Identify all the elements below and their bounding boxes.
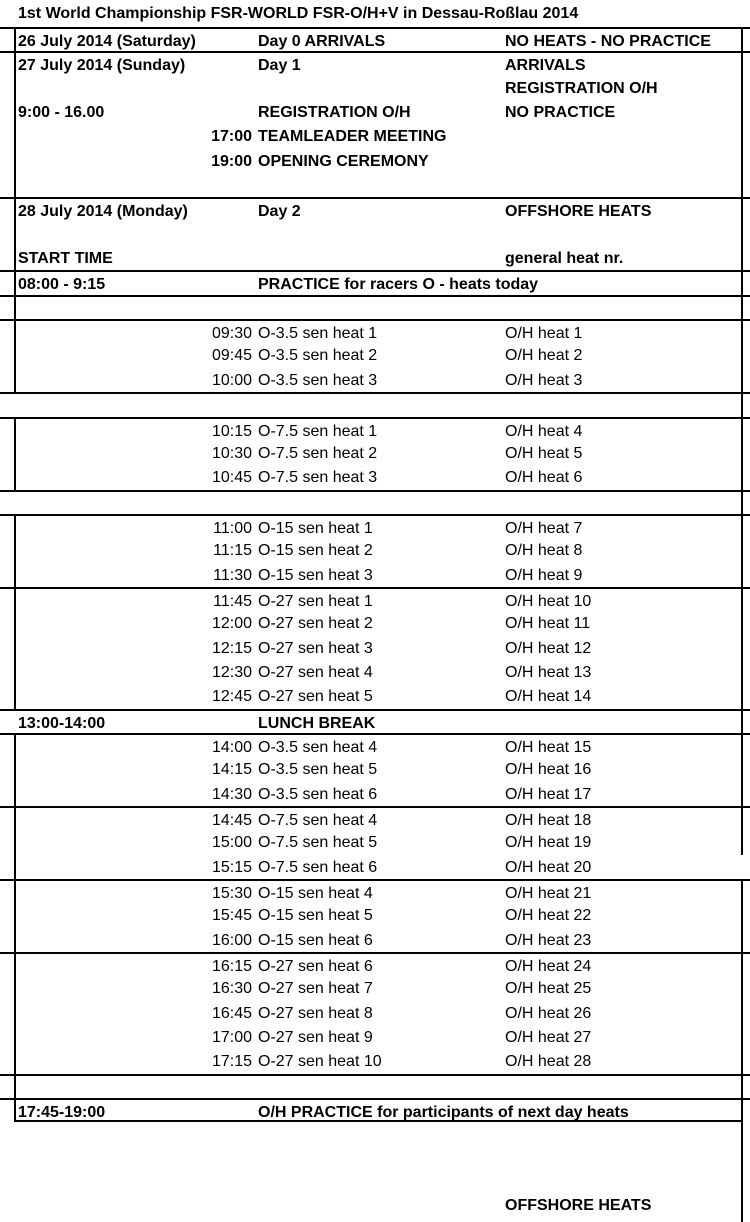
row-time: 10:45 xyxy=(211,469,252,487)
schedule-row xyxy=(0,270,750,294)
schedule-row xyxy=(0,709,750,733)
schedule-row xyxy=(0,684,750,708)
row-event: O-27 sen heat 2 xyxy=(258,615,373,633)
schedule-row xyxy=(0,879,750,903)
table-bottom-rule xyxy=(14,1120,743,1122)
schedule-row xyxy=(0,782,750,806)
schedule-row xyxy=(0,76,750,100)
schedule-row xyxy=(0,173,750,197)
schedule-row xyxy=(0,490,750,514)
row-note: O/H heat 24 xyxy=(505,958,592,976)
row-note: NO HEATS - NO PRACTICE xyxy=(505,33,711,50)
row-note: O/H heat 28 xyxy=(505,1053,592,1071)
row-event: Day 0 ARRIVALS xyxy=(258,33,386,50)
row-time: 15:30 xyxy=(211,885,252,903)
row-note: O/H heat 1 xyxy=(505,325,583,343)
schedule-row xyxy=(0,563,750,587)
schedule-row xyxy=(0,757,750,781)
row-event: REGISTRATION O/H xyxy=(258,104,411,122)
row-time: 14:15 xyxy=(211,761,252,779)
schedule-row xyxy=(0,51,750,75)
row-event: O-27 sen heat 8 xyxy=(258,1004,373,1022)
row-note: O/H heat 17 xyxy=(505,785,592,803)
row-event: O-7.5 sen heat 2 xyxy=(258,444,378,462)
row-note: O/H heat 18 xyxy=(505,812,592,829)
row-event: O-15 sen heat 6 xyxy=(258,931,373,949)
row-note: O/H heat 22 xyxy=(505,907,592,925)
row-event: PRACTICE for racers O - heats today xyxy=(258,276,539,294)
row-note: O/H heat 14 xyxy=(505,688,592,706)
row-note: O/H heat 19 xyxy=(505,834,592,852)
row-event: O-7.5 sen heat 5 xyxy=(258,834,378,852)
row-event: O-3.5 sen heat 2 xyxy=(258,347,378,365)
row-note: O/H heat 21 xyxy=(505,885,592,903)
row-note: O/H heat 5 xyxy=(505,444,583,462)
row-note: O/H heat 25 xyxy=(505,980,592,998)
schedule-row xyxy=(0,660,750,684)
row-event: O-15 sen heat 1 xyxy=(258,519,373,537)
row-event: O-7.5 sen heat 6 xyxy=(258,858,378,876)
row-time: 15:00 xyxy=(211,834,252,852)
row-date: 17:45-19:00 xyxy=(18,1104,106,1122)
row-time: 14:45 xyxy=(211,812,252,829)
table-right-rule xyxy=(741,1122,743,1222)
row-event: LUNCH BREAK xyxy=(258,714,376,732)
schedule-row xyxy=(0,636,750,660)
next-section-heading: OFFSHORE HEATS xyxy=(505,1197,652,1214)
schedule-row xyxy=(0,149,750,173)
row-event: O-3.5 sen heat 4 xyxy=(258,738,378,756)
row-time: 14:30 xyxy=(211,785,252,803)
schedule-row xyxy=(0,343,750,367)
row-date: 28 July 2014 (Monday) xyxy=(18,203,188,221)
schedule-row xyxy=(0,928,750,952)
row-event: O-7.5 sen heat 3 xyxy=(258,469,378,487)
row-event: TEAMLEADER MEETING xyxy=(258,128,447,146)
row-note: REGISTRATION O/H xyxy=(505,79,658,97)
row-time: 12:15 xyxy=(211,639,252,657)
schedule-row xyxy=(0,465,750,489)
row-event: O-27 sen heat 10 xyxy=(258,1053,382,1071)
schedule-row xyxy=(0,368,750,392)
row-event: O-7.5 sen heat 4 xyxy=(258,812,378,829)
row-time: 15:15 xyxy=(211,858,252,876)
schedule-row xyxy=(0,903,750,927)
row-note: NO PRACTICE xyxy=(505,104,616,122)
row-note: O/H heat 26 xyxy=(505,1004,592,1022)
row-time: 17:00 xyxy=(211,128,252,146)
schedule-row xyxy=(0,197,750,221)
row-time: 17:00 xyxy=(211,1029,252,1047)
row-time: 09:30 xyxy=(211,325,252,343)
row-time: 11:45 xyxy=(213,592,252,610)
schedule-row xyxy=(0,27,750,51)
row-event: O-3.5 sen heat 6 xyxy=(258,785,378,803)
schedule-row xyxy=(0,441,750,465)
schedule-row xyxy=(0,1049,750,1073)
row-time: 16:30 xyxy=(211,980,252,998)
schedule-row xyxy=(0,392,750,416)
row-date: 27 July 2014 (Sunday) xyxy=(18,57,186,75)
schedule-row xyxy=(0,855,750,879)
row-event: O-27 sen heat 4 xyxy=(258,663,373,681)
row-time: 14:00 xyxy=(211,738,252,756)
row-event: Day 1 xyxy=(258,57,301,75)
row-note: OFFSHORE HEATS xyxy=(505,203,652,221)
row-note: O/H heat 27 xyxy=(505,1029,592,1047)
row-time: 16:45 xyxy=(211,1004,252,1022)
row-event: O-3.5 sen heat 5 xyxy=(258,761,378,779)
row-time: 11:00 xyxy=(213,519,252,537)
row-event: O-27 sen heat 9 xyxy=(258,1029,373,1047)
schedule-row xyxy=(0,417,750,441)
row-time: 12:00 xyxy=(211,615,252,633)
schedule-row xyxy=(0,538,750,562)
row-note: O/H heat 11 xyxy=(505,615,591,633)
row-time: 11:30 xyxy=(213,566,252,584)
row-time: 15:45 xyxy=(211,907,252,925)
row-note: O/H heat 4 xyxy=(505,422,583,440)
row-note: O/H heat 15 xyxy=(505,738,592,756)
row-time: 10:30 xyxy=(211,444,252,462)
row-note: O/H heat 16 xyxy=(505,761,592,779)
schedule-row xyxy=(0,806,750,830)
row-note: O/H heat 6 xyxy=(505,469,583,487)
schedule-row xyxy=(0,1074,750,1098)
schedule-row xyxy=(0,830,750,854)
row-event: O-15 sen heat 3 xyxy=(258,566,373,584)
row-note: O/H heat 12 xyxy=(505,639,592,657)
schedule-row xyxy=(0,1001,750,1025)
row-date: 9:00 - 16.00 xyxy=(18,104,105,122)
schedule-row xyxy=(0,222,750,246)
row-note: O/H heat 23 xyxy=(505,931,592,949)
row-event: Day 2 xyxy=(258,203,301,221)
schedule-row xyxy=(0,952,750,976)
schedule-row xyxy=(0,611,750,635)
schedule-row xyxy=(0,124,750,148)
row-date: 13:00-14:00 xyxy=(18,714,106,732)
row-time: 11:15 xyxy=(213,542,252,560)
row-note: O/H heat 3 xyxy=(505,371,583,389)
row-event: O-27 sen heat 7 xyxy=(258,980,373,998)
row-event: O-7.5 sen heat 1 xyxy=(258,422,378,440)
schedule-row xyxy=(0,319,750,343)
schedule-row xyxy=(0,1098,750,1122)
row-time: 09:45 xyxy=(211,347,252,365)
row-time: 12:30 xyxy=(211,663,252,681)
row-time: 16:00 xyxy=(211,931,252,949)
row-event: O-27 sen heat 6 xyxy=(258,958,373,976)
schedule-row xyxy=(0,733,750,757)
schedule-row xyxy=(0,514,750,538)
schedule-row xyxy=(0,100,750,124)
row-event: OPENING CEREMONY xyxy=(258,152,429,170)
row-time: 12:45 xyxy=(211,688,252,706)
row-note: O/H heat 20 xyxy=(505,858,592,876)
row-time: 10:00 xyxy=(211,371,252,389)
row-date: 08:00 - 9:15 xyxy=(18,276,106,294)
row-note: O/H heat 7 xyxy=(505,519,583,537)
row-event: O-27 sen heat 5 xyxy=(258,688,373,706)
schedule-table xyxy=(0,27,750,1122)
row-note: O/H heat 8 xyxy=(505,542,583,560)
row-note: O/H heat 2 xyxy=(505,347,583,365)
row-time: 19:00 xyxy=(211,152,252,170)
row-event: O-15 sen heat 5 xyxy=(258,907,373,925)
row-event: O-27 sen heat 3 xyxy=(258,639,373,657)
row-note: O/H heat 13 xyxy=(505,663,592,681)
row-date: 26 July 2014 (Saturday) xyxy=(18,33,196,50)
row-time: 16:15 xyxy=(211,958,252,976)
row-date: START TIME xyxy=(18,250,113,268)
row-event: O-3.5 sen heat 1 xyxy=(258,325,378,343)
schedule-row xyxy=(0,587,750,611)
row-event: O-15 sen heat 4 xyxy=(258,885,373,903)
schedule-row xyxy=(0,295,750,319)
row-event: O-27 sen heat 1 xyxy=(258,592,373,610)
row-note: O/H heat 10 xyxy=(505,592,592,610)
page-title: 1st World Championship FSR-WORLD FSR-O/H+V in Dessau-Roßlau 2014 xyxy=(18,5,579,22)
row-time: 17:15 xyxy=(211,1053,252,1071)
row-note: general heat nr. xyxy=(505,250,624,268)
row-event: O-3.5 sen heat 3 xyxy=(258,371,378,389)
schedule-row xyxy=(0,1025,750,1049)
row-note: O/H heat 9 xyxy=(505,566,583,584)
row-time: 10:15 xyxy=(211,422,252,440)
row-event: O-15 sen heat 2 xyxy=(258,542,373,560)
row-event: O/H PRACTICE for participants of next day heats xyxy=(258,1104,629,1122)
row-note: ARRIVALS xyxy=(505,57,586,75)
schedule-row xyxy=(0,246,750,270)
schedule-row xyxy=(0,976,750,1000)
